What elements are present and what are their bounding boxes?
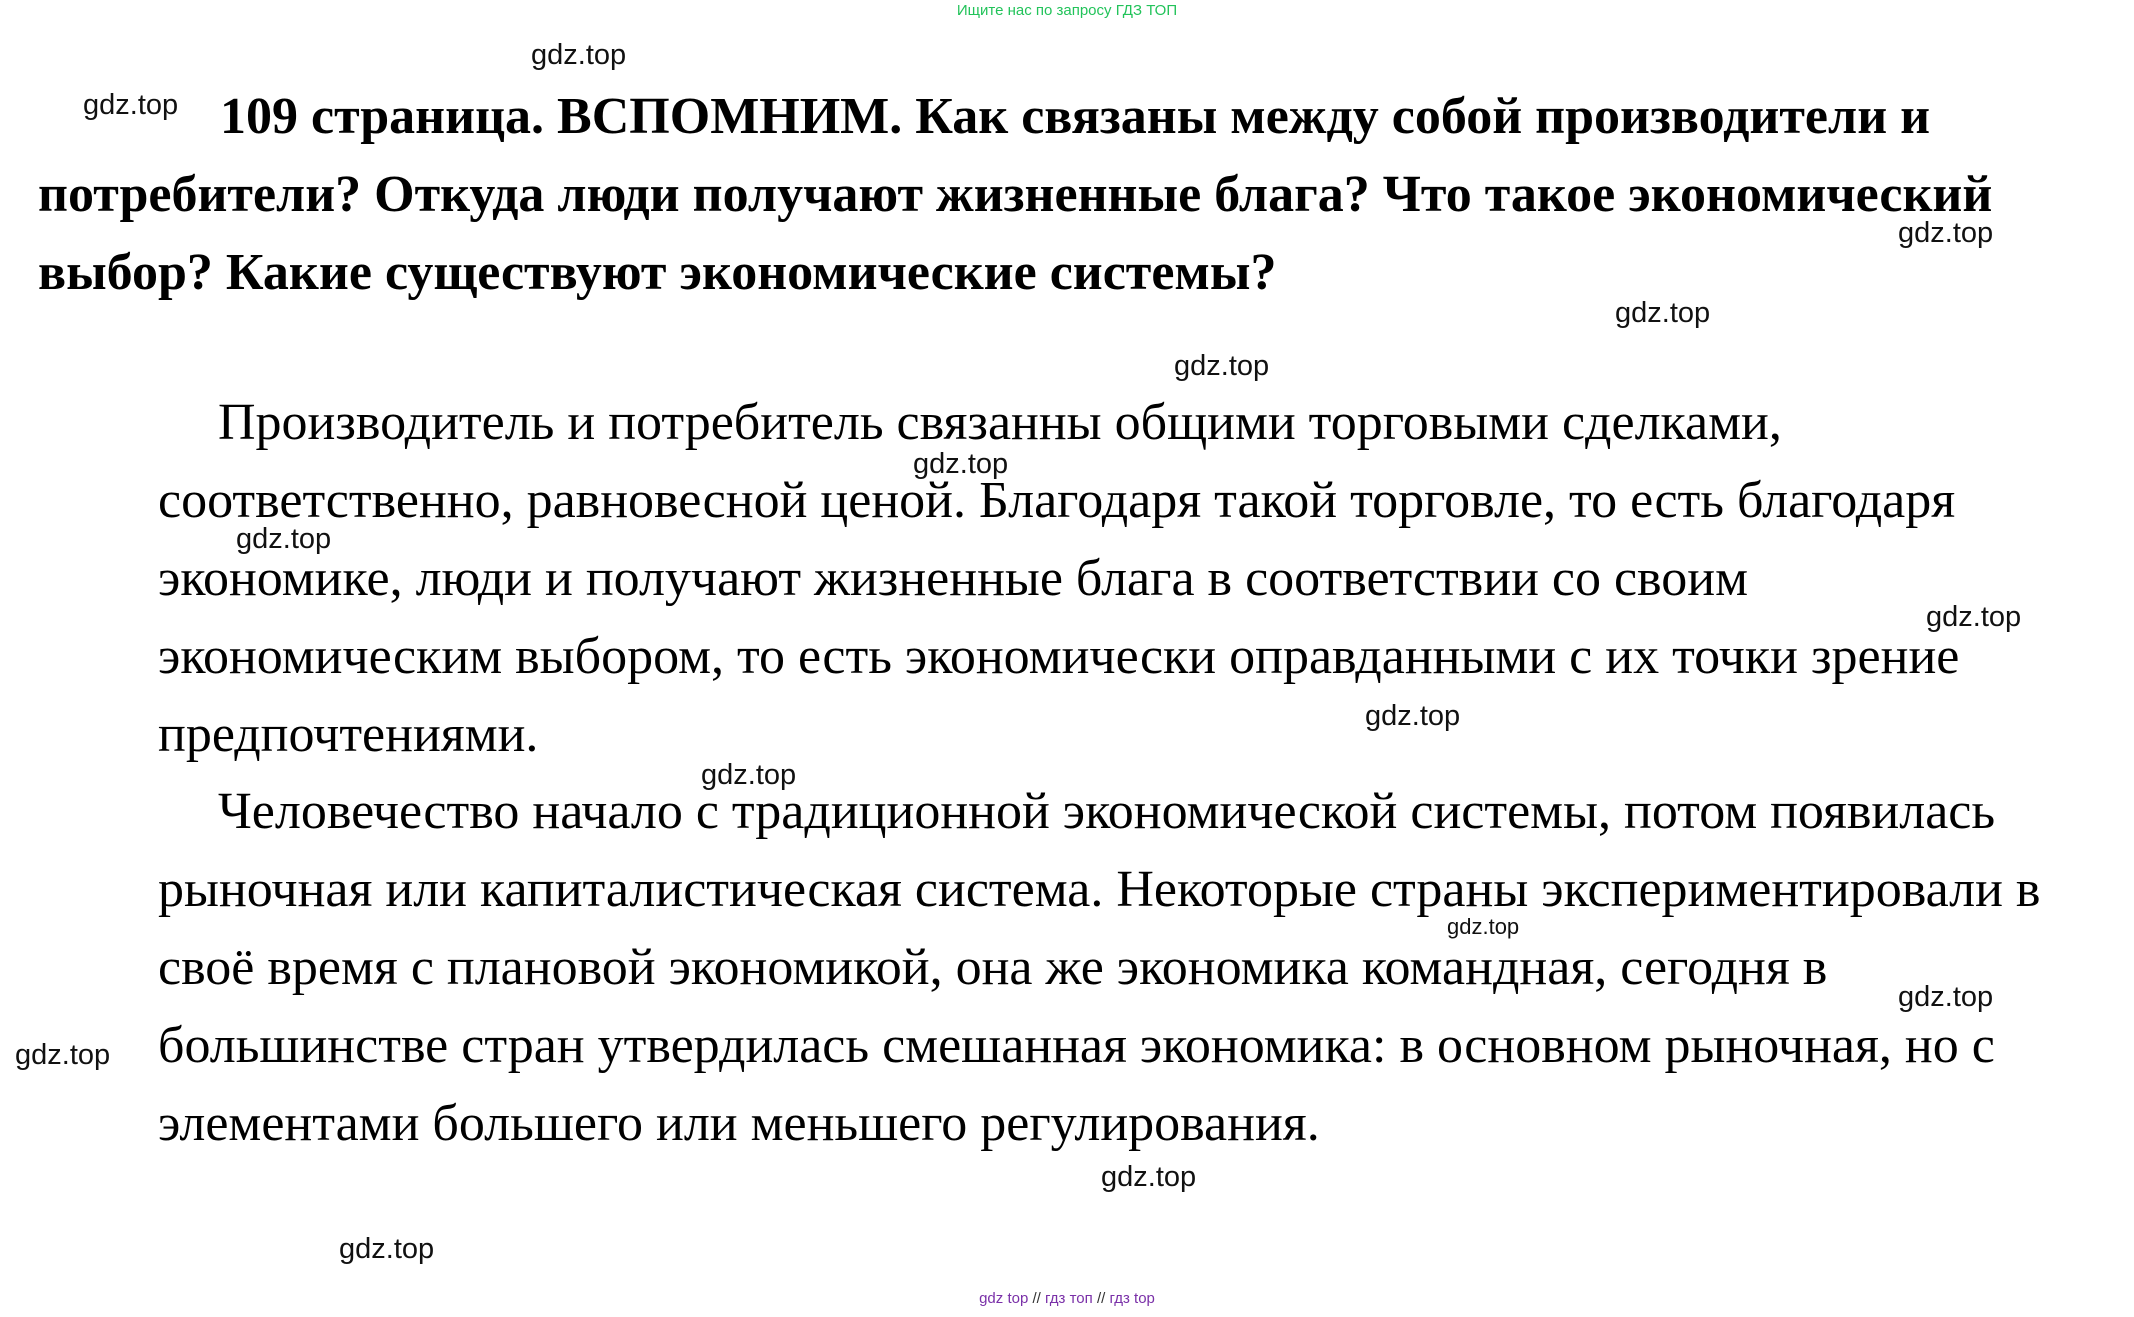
watermark: gdz.top [1615,297,1711,329]
footer-link-3[interactable]: гдз top [1109,1290,1155,1307]
footer [0,1291,2134,1306]
search-hint-banner: Ищите нас по запросу ГДЗ ТОП [956,2,1178,19]
watermark: gdz.top [913,448,1009,480]
question-heading: 109 страница. ВСПОМНИМ. Как связаны между собой производители и потребители? Откуда люди получают жизненные блага? Что такое экономический выбор? Какие существуют экономические системы? [38,88,1993,301]
watermark: gdz.top [1898,981,1994,1013]
watermark: gdz.top [83,89,179,121]
watermark: gdz.top [1174,350,1270,382]
answer-paragraph-1: Производитель и потребитель связанны общими торговыми сделками, соответственно, равновесной ценой. Благодаря такой торговле, то есть благодаря экономике, люди и получают жизненные блага в соответствии со своим экономическим выбором, то есть экономически оправданными с их точки зрение предпочтениями. [158,394,1960,763]
watermark: gdz.top [1926,601,2022,633]
footer-separator: // [1032,1290,1041,1307]
footer-link-1[interactable]: gdz top [979,1290,1029,1307]
answer-paragraph-2: Человечество начало с традиционной экономической системы, потом появилась рыночная или капиталистическая система. Некоторые страны экспериментировали в своё время с плановой экономикой, она же экономика командная, сегодня в большинстве стран утвердилась смешанная экономика: в основном рыночная, но с элементами большего или меньшего регулирования. [158,783,2041,1152]
watermark: gdz.top [236,523,332,555]
watermark: gdz.top [701,759,797,791]
watermark: gdz.top [1101,1161,1197,1193]
watermark: gdz.top [1365,700,1461,732]
watermark: gdz.top [531,39,627,71]
watermark: gdz.top [15,1039,111,1071]
footer-separator: // [1096,1290,1106,1307]
watermark: gdz.top [339,1233,435,1265]
footer-link-2[interactable]: гдз топ [1045,1290,1093,1307]
watermark: gdz.top [1898,217,1994,249]
watermark: gdz.top [1447,914,1520,939]
